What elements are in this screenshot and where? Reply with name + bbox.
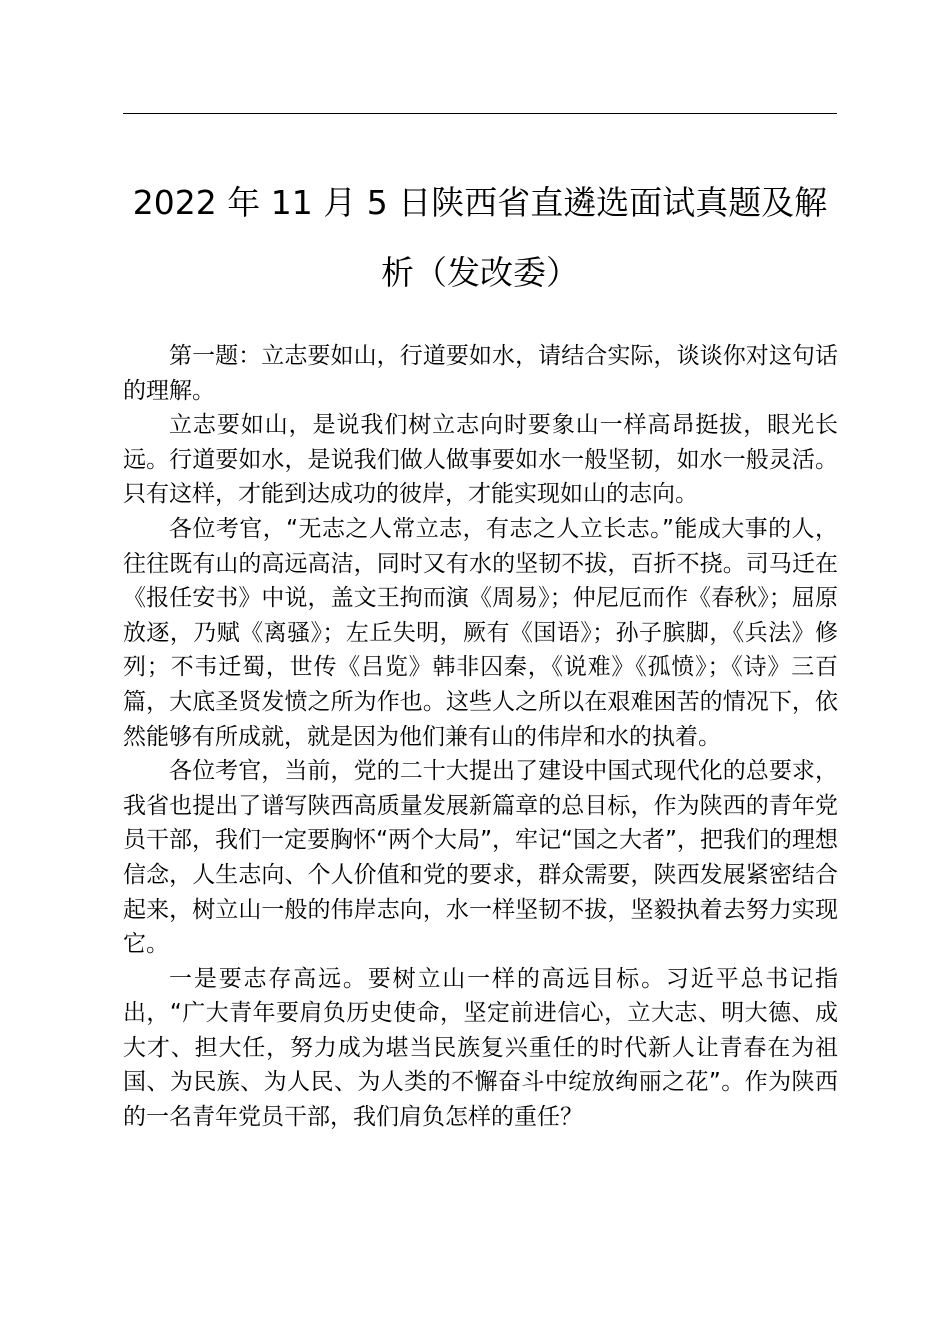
- title-line-2: 析（发改委）: [381, 253, 579, 292]
- document-title: [123, 168, 837, 308]
- document-body: [123, 339, 838, 1135]
- paragraph: 各位考官，“无志之人常立志，有志之人立长志。”能成大事的人，往往既有山的高远高洁，同时又有水的坚韧不拔，百折不挠。司马迁在《报任安书》中说，盖文王拘而演《周易》；仲尼厄而作《春秋》；屈原放逐，乃赋《离骚》；左丘失明，厥有《国语》；孙子膑脚，《兵法》修列；不韦迁蜀，世传《吕览》韩非囚秦，《说难》《孤愤》；《诗》三百篇，大底圣贤发愤之所为作也。这些人之所以在艰难困苦的情况下，依然能够有所成就，就是因为他们兼有山的伟岸和水的执着。: [123, 515, 838, 750]
- paragraph: 一是要志存高远。要树立山一样的高远目标。习近平总书记指出，“广大青年要肩负历史使命，坚定前进信心，立大志、明大德、成大才、担大任，努力成为堪当民族复兴重任的时代新人让青春在为祖国、为民族、为人民、为人类的不懈奋斗中绽放绚丽之花”。作为陕西的一名青年党员干部，我们肩负怎样的重任？: [123, 965, 838, 1131]
- title-line-1: 2022 年 11 月 5 日陕西省直遴选面试真题及解: [132, 183, 828, 222]
- paragraph-question: 第一题：立志要如山，行道要如水，请结合实际，谈谈你对这句话的理解。: [123, 343, 838, 404]
- paragraph: 立志要如山，是说我们树立志向时要象山一样高昂挺拔，眼光长远。行道要如水，是说我们做人做事要如水一般坚韧，如水一般灵活。只有这样，才能到达成功的彼岸，才能实现如山的志向。: [123, 412, 838, 508]
- paragraph: 各位考官，当前，党的二十大提出了建设中国式现代化的总要求，我省也提出了谱写陕西高质量发展新篇章的总目标，作为陕西的青年党员干部，我们一定要胸怀“两个大局”，牢记“国之大者”，把我们的理想信念，人生志向、个人价值和党的要求，群众需要，陕西发展紧密结合起来，树立山一般的伟岸志向，水一样坚韧不拔，坚毅执着去努力实现它。: [123, 758, 838, 958]
- header-rule: [123, 113, 837, 114]
